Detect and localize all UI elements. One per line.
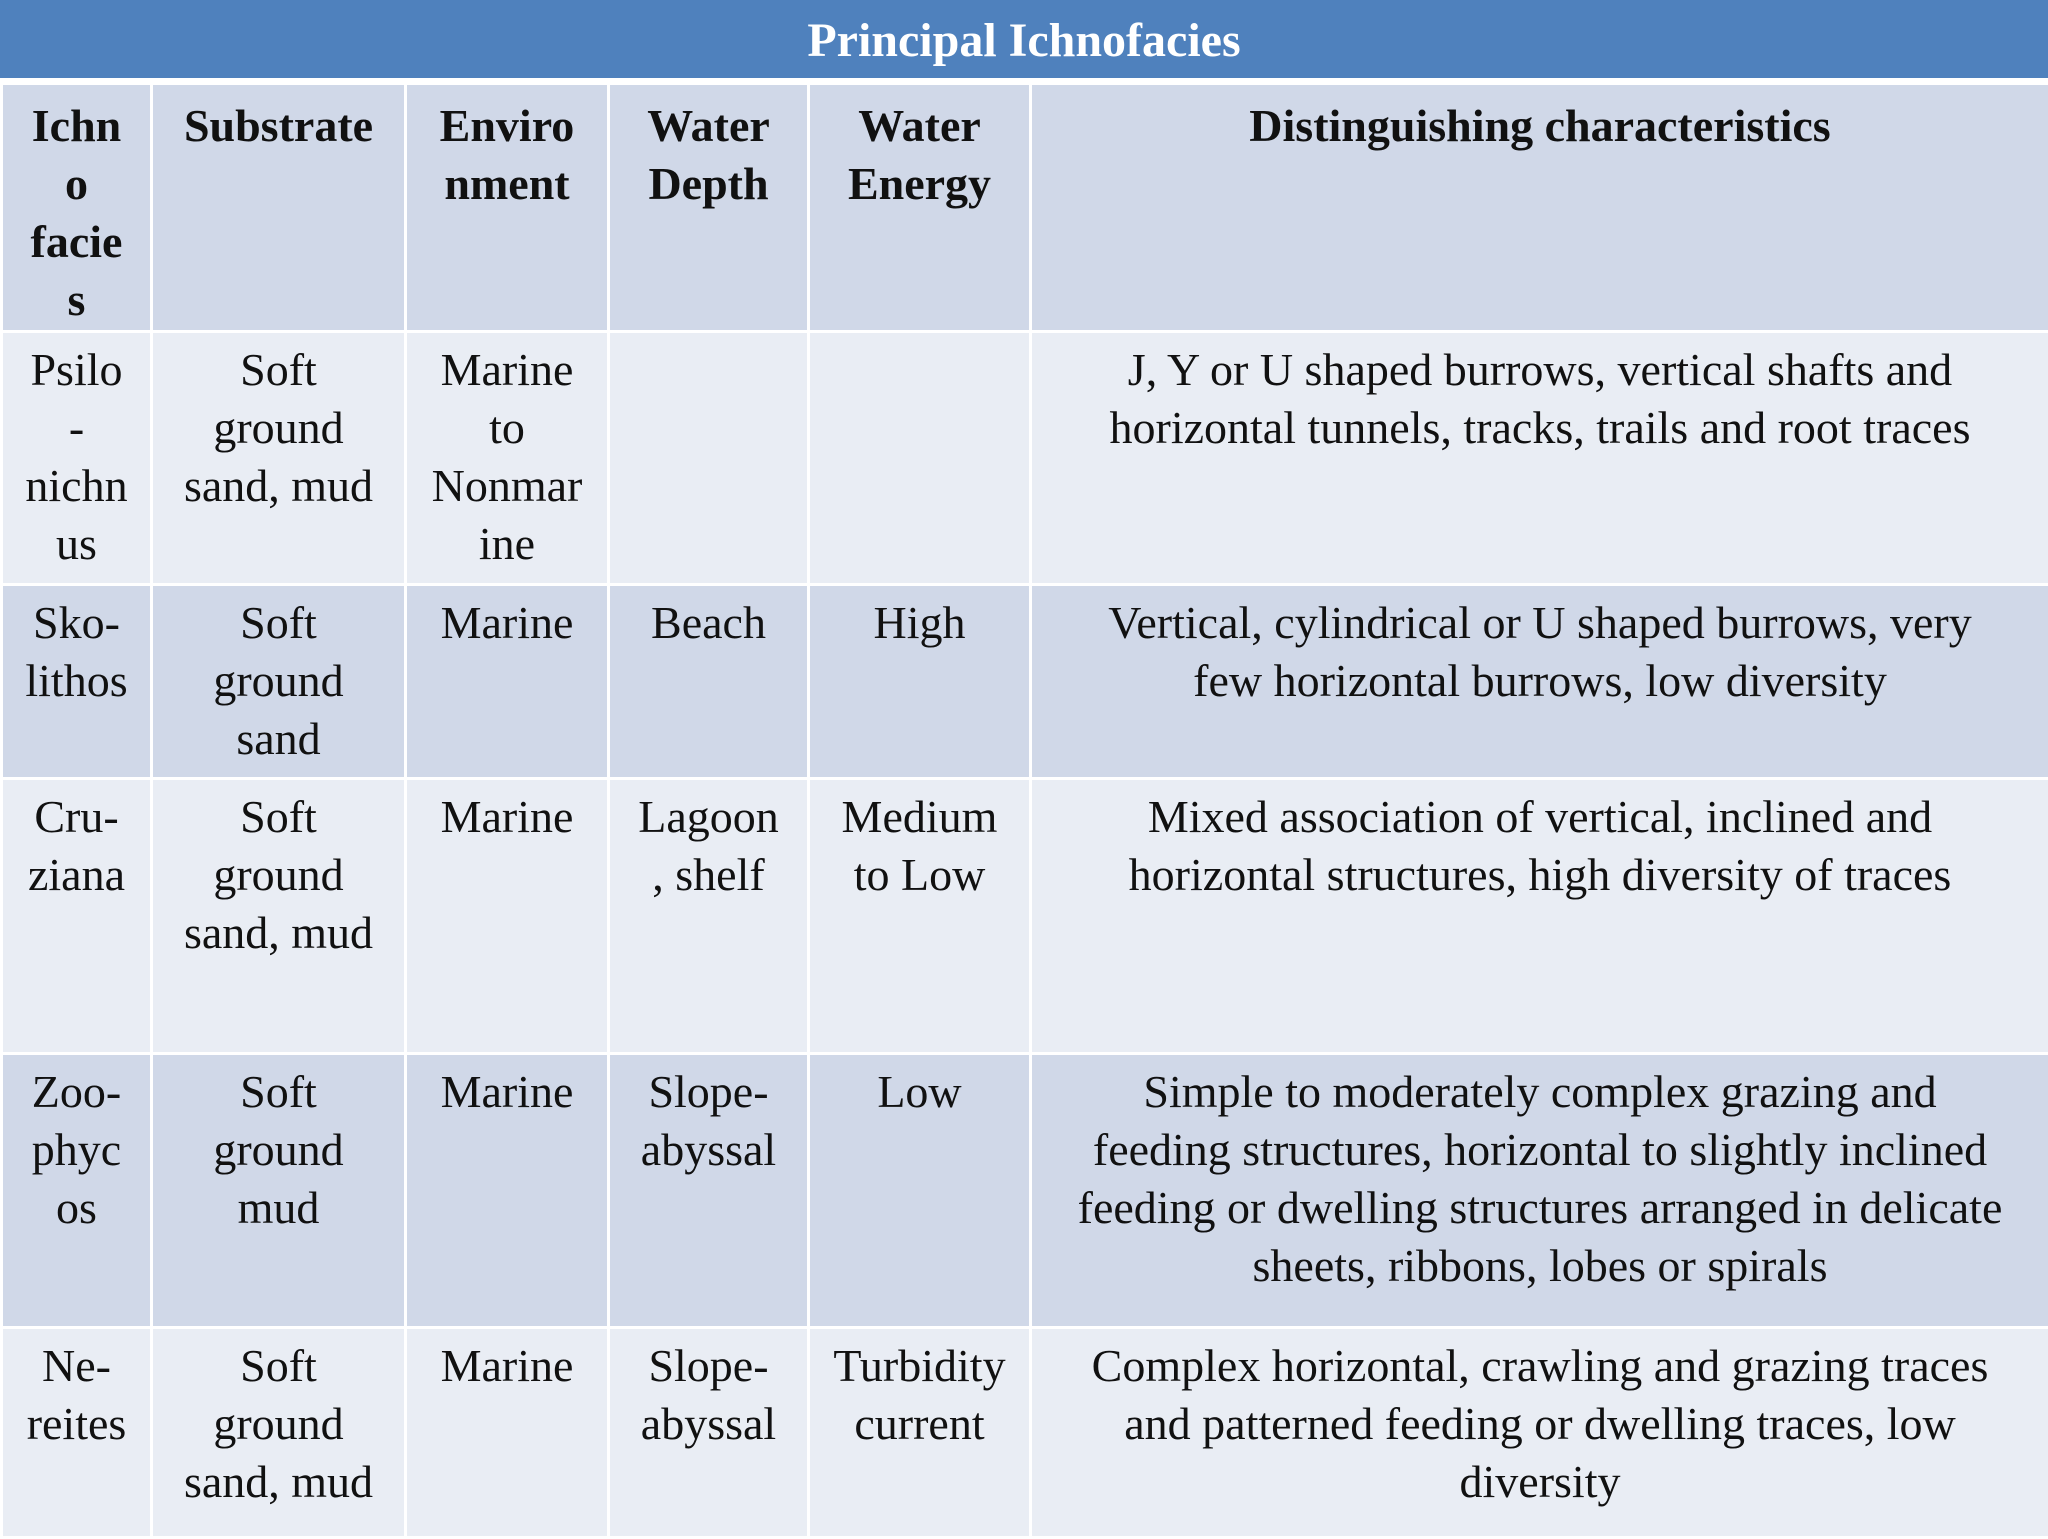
cell-ichnofacies: Cru- ziana — [2, 779, 152, 1054]
cell-substrate: Soft ground mud — [152, 1054, 406, 1328]
table-row-zoophycos — [2, 1054, 2048, 1328]
cell-environment: Marine — [406, 1328, 609, 1538]
cell-ichnofacies: Sko- lithos — [2, 585, 152, 779]
cell-ichnofacies: Ne- reites — [2, 1328, 152, 1538]
cell-environment: Marine — [406, 1054, 609, 1328]
cell-characteristics: J, Y or U shaped burrows, vertical shafts and horizontal tunnels, tracks, trails and root traces — [1031, 332, 2048, 585]
table-row-skolithos — [2, 585, 2048, 779]
cell-water-depth: Beach — [609, 585, 809, 779]
header-row — [2, 84, 2048, 332]
table-row-psilonichnus — [2, 332, 2048, 585]
cell-substrate: Soft ground sand, mud — [152, 1328, 406, 1538]
cell-water-depth: Slope- abyssal — [609, 1328, 809, 1538]
column-header-characteristics: Distinguishing characteristics — [1031, 84, 2048, 332]
column-header-water-energy: Water Energy — [809, 84, 1031, 332]
cell-water-energy: Medium to Low — [809, 779, 1031, 1054]
cell-environment: Marine — [406, 779, 609, 1054]
cell-water-energy: Turbidity current — [809, 1328, 1031, 1538]
ichnofacies-table — [0, 82, 2048, 1539]
table-title: Principal Ichnofacies — [0, 0, 2048, 82]
cell-water-energy: High — [809, 585, 1031, 779]
cell-substrate: Soft ground sand, mud — [152, 779, 406, 1054]
column-header-substrate: Substrate — [152, 84, 406, 332]
cell-characteristics: Vertical, cylindrical or U shaped burrows, very few horizontal burrows, low diversity — [1031, 585, 2048, 779]
cell-ichnofacies: Zoo- phyc os — [2, 1054, 152, 1328]
cell-environment: Marine — [406, 585, 609, 779]
cell-characteristics: Mixed association of vertical, inclined and horizontal structures, high diversity of traces — [1031, 779, 2048, 1054]
cell-characteristics: Complex horizontal, crawling and grazing traces and patterned feeding or dwelling traces, low diversity — [1031, 1328, 2048, 1538]
cell-ichnofacies: Psilo - nichn us — [2, 332, 152, 585]
cell-water-depth — [609, 332, 809, 585]
column-header-water-depth: Water Depth — [609, 84, 809, 332]
cell-water-energy: Low — [809, 1054, 1031, 1328]
cell-environment: Marine to Nonmar ine — [406, 332, 609, 585]
cell-characteristics: Simple to moderately complex grazing and feeding structures, horizontal to slightly inclined feeding or dwelling structures arranged in delicate sheets, ribbons, lobes or spirals — [1031, 1054, 2048, 1328]
cell-substrate: Soft ground sand, mud — [152, 332, 406, 585]
table-row-cruziana — [2, 779, 2048, 1054]
table-row-nereites — [2, 1328, 2048, 1538]
cell-water-depth: Slope- abyssal — [609, 1054, 809, 1328]
cell-water-depth: Lagoon , shelf — [609, 779, 809, 1054]
cell-substrate: Soft ground sand — [152, 585, 406, 779]
column-header-environment: Enviro nment — [406, 84, 609, 332]
cell-water-energy — [809, 332, 1031, 585]
column-header-ichnofacies: Ichn o facie s — [2, 84, 152, 332]
